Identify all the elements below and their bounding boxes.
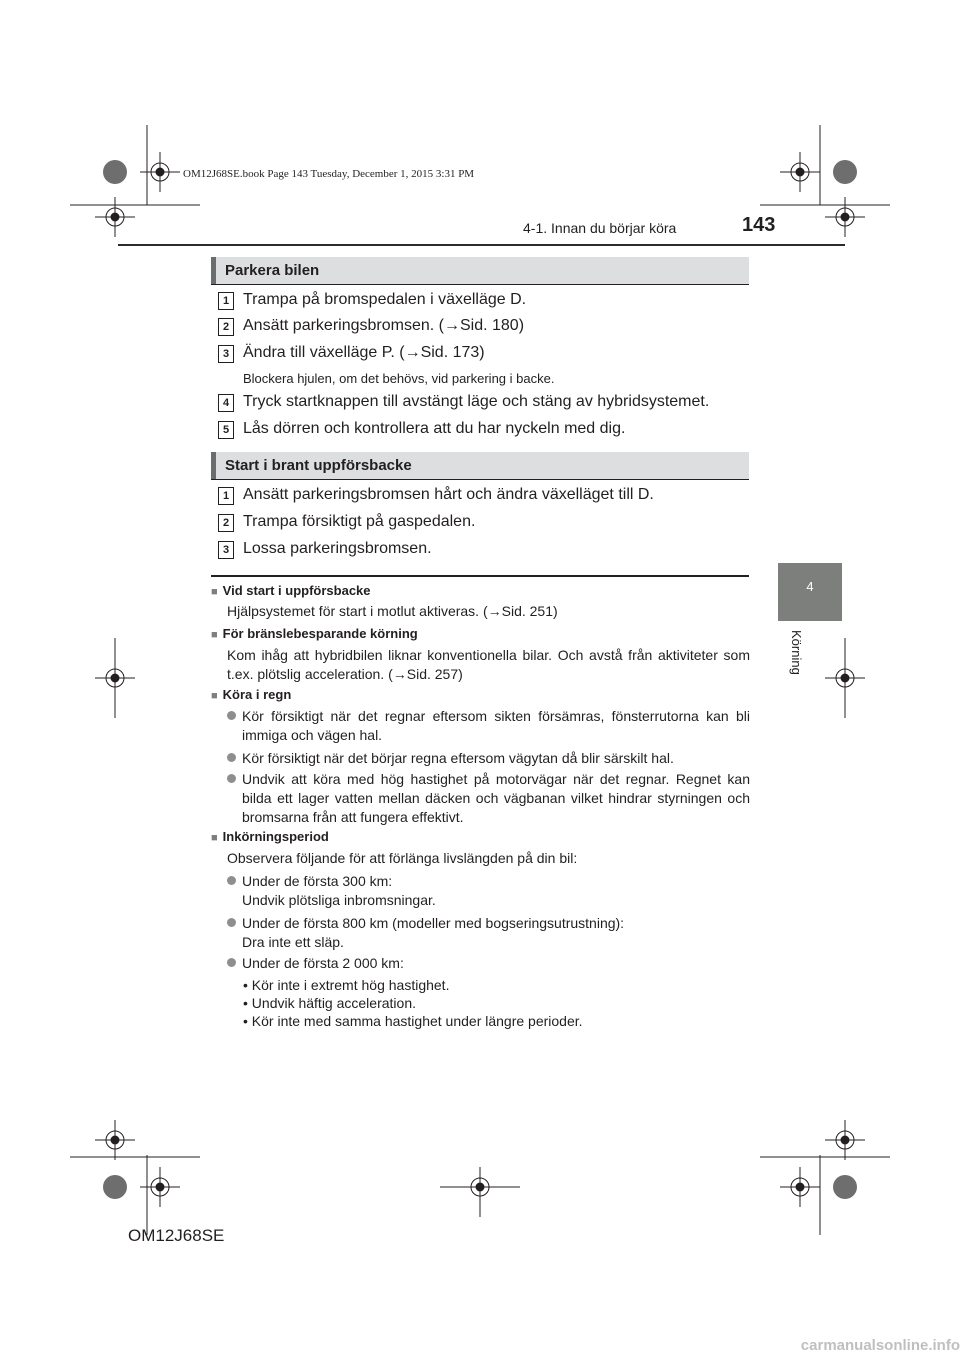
- step-text: Ändra till växelläge P. (→Sid. 173): [243, 344, 485, 361]
- bullet-dot: [227, 774, 236, 783]
- watermark: carmanualsonline.info: [730, 1337, 960, 1359]
- bullet-item: [227, 770, 750, 827]
- bullet-text: Kör försiktigt när det börjar regna eftersom vägytan då blir särskilt hal.: [242, 750, 674, 766]
- step-number: 4: [218, 394, 234, 412]
- bullet-dot: [227, 918, 236, 927]
- crosshair-marks: [95, 152, 865, 1217]
- bullet-dot: [227, 876, 236, 885]
- bullet-text: Under de första 300 km: Undvik plötsliga inbromsningar.: [242, 873, 436, 908]
- bullet-dot: [227, 958, 236, 967]
- step-text: Trampa på bromspedalen i växelläge D.: [243, 291, 527, 308]
- bullet-text: Kör försiktigt när det regnar eftersom sikten försämras, fönsterrutorna kan bli immiga och vägen hal.: [242, 708, 750, 743]
- bullet-item: [227, 914, 750, 952]
- step-text: Lås dörren och kontrollera att du har nyckeln med dig.: [243, 420, 626, 437]
- section-header-parking: [211, 257, 749, 285]
- bullet-text: Undvik att köra med hög hastighet på motorvägar när det regnar. Regnet kan bilda ett lager vatten mellan däcken och vägbanan vilket hindrar styrningen och bromsarna från att fungera effektivt.: [242, 771, 750, 825]
- note-heading-rain: ■ Köra i regn: [211, 687, 291, 702]
- step-note: Blockera hjulen, om det behövs, vid parkering i backe.: [243, 371, 555, 386]
- note-heading-economy: ■ För bränslebesparande körning: [211, 626, 418, 641]
- step-text: Trampa försiktigt på gaspedalen.: [243, 513, 476, 530]
- sub-bullet: • Undvik häftig acceleration.: [243, 995, 416, 1011]
- sub-bullet: • Kör inte i extremt hög hastighet.: [243, 977, 450, 993]
- bullet-dot: [227, 711, 236, 720]
- section-title: 4-1. Innan du börjar köra: [523, 220, 677, 236]
- bullet-dot: [227, 753, 236, 762]
- header-rule: [118, 244, 845, 246]
- note-text: Hjälpsystemet för start i motlut aktiveras. (→Sid. 251): [227, 603, 558, 619]
- bullet-item: [227, 872, 750, 910]
- bullet-item: [227, 954, 750, 973]
- step-number: 3: [218, 541, 234, 559]
- bullet-text: Under de första 2 000 km:: [242, 955, 404, 971]
- step-text: Lossa parkeringsbromsen.: [243, 540, 432, 557]
- section-header-label: Parkera bilen: [225, 262, 320, 279]
- note-heading-uphill: ■ Vid start i uppförsbacke: [211, 583, 371, 598]
- note-heading-break-in: ■ Inkörningsperiod: [211, 829, 329, 844]
- bullet-item: [227, 707, 750, 745]
- step-text: Ansätt parkeringsbromsen. (→Sid. 180): [243, 317, 525, 334]
- section-header-hill-start: [211, 452, 749, 480]
- step-number: 5: [218, 421, 234, 439]
- footer-code: OM12J68SE: [128, 1226, 225, 1245]
- note-text: Kom ihåg att hybridbilen liknar konventionella bilar. Och avstå från aktiviteter som t.ex. plötslig acceleration. (→Sid. 257): [227, 647, 750, 682]
- step-text: Ansätt parkeringsbromsen hårt och ändra växelläget till D.: [243, 486, 654, 503]
- section-header-label: Start i brant uppförsbacke: [225, 457, 412, 474]
- step-text: Tryck startknappen till avstängt läge och stäng av hybridsystemet.: [243, 393, 710, 410]
- step-number: 1: [218, 487, 234, 505]
- step-number: 2: [218, 514, 234, 532]
- bullet-text: Under de första 800 km (modeller med bogseringsutrustning): Dra inte ett släp.: [242, 915, 625, 950]
- chapter-label: Körning: [789, 630, 804, 675]
- step-number: 1: [218, 292, 234, 310]
- chapter-tab: 4: [778, 563, 842, 621]
- step-number: 3: [218, 345, 234, 363]
- note-text: Observera följande för att förlänga livslängden på din bil:: [227, 850, 578, 866]
- bullet-item: [227, 749, 750, 768]
- page-number: 143: [742, 214, 776, 236]
- step-number: 2: [218, 318, 234, 336]
- notes-divider: [211, 575, 749, 577]
- sub-bullet: • Kör inte med samma hastighet under längre perioder.: [243, 1013, 583, 1029]
- book-info: OM12J68SE.book Page 143 Tuesday, December 1, 2015 3:31 PM: [183, 168, 475, 180]
